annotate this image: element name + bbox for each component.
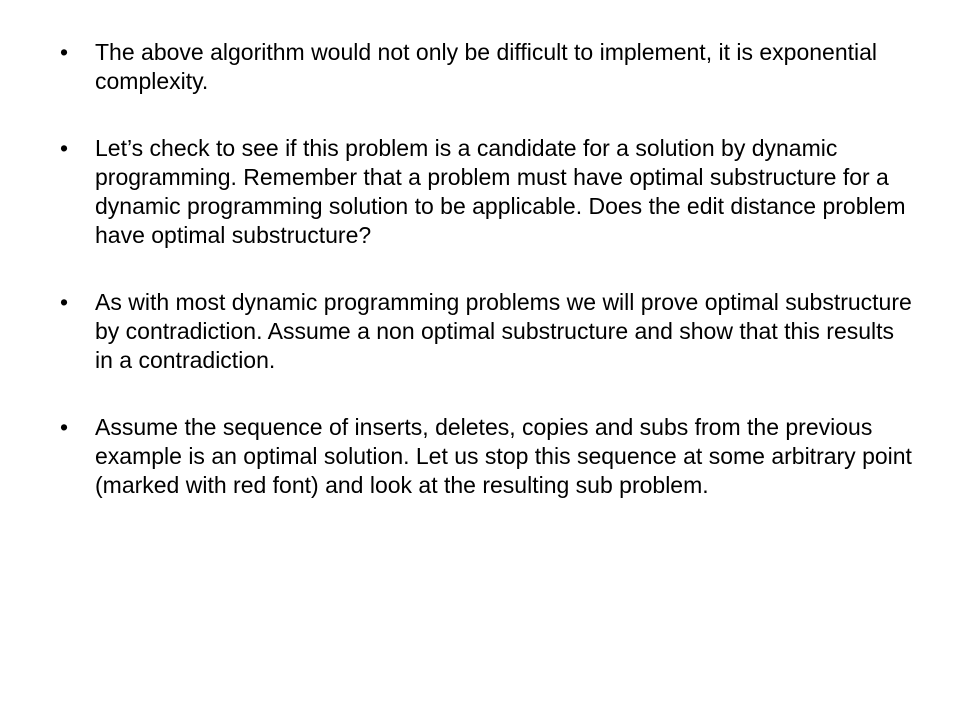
bullet-marker: • (60, 39, 69, 65)
bullet-item-1 (58, 38, 918, 96)
bullet-marker: • (60, 135, 69, 161)
bullet-item-2 (58, 134, 918, 250)
bullet-item-4 (58, 413, 918, 500)
bullet-text: As with most dynamic programming problems we will prove optimal substructure by contradiction. Assume a non optimal substructure and show that this results in a contradiction. (95, 289, 912, 373)
bullet-item-3 (58, 288, 918, 375)
bullet-text: The above algorithm would not only be difficult to implement, it is exponential complexity. (95, 39, 878, 94)
bullet-marker: • (60, 414, 69, 440)
bullet-text: Assume the sequence of inserts, deletes, copies and subs from the previous example is an optimal solution. Let us stop this sequence at some arbitrary point (marked with red font) and look at the resulting sub problem. (95, 414, 912, 498)
bullet-text: Let’s check to see if this problem is a candidate for a solution by dynamic programming. Remember that a problem must have optimal substructure for a dynamic programming solution to be applicable. Does the edit distance problem have optimal substructure? (95, 135, 906, 248)
bullet-marker: • (60, 289, 69, 315)
bullet-list (58, 38, 918, 538)
